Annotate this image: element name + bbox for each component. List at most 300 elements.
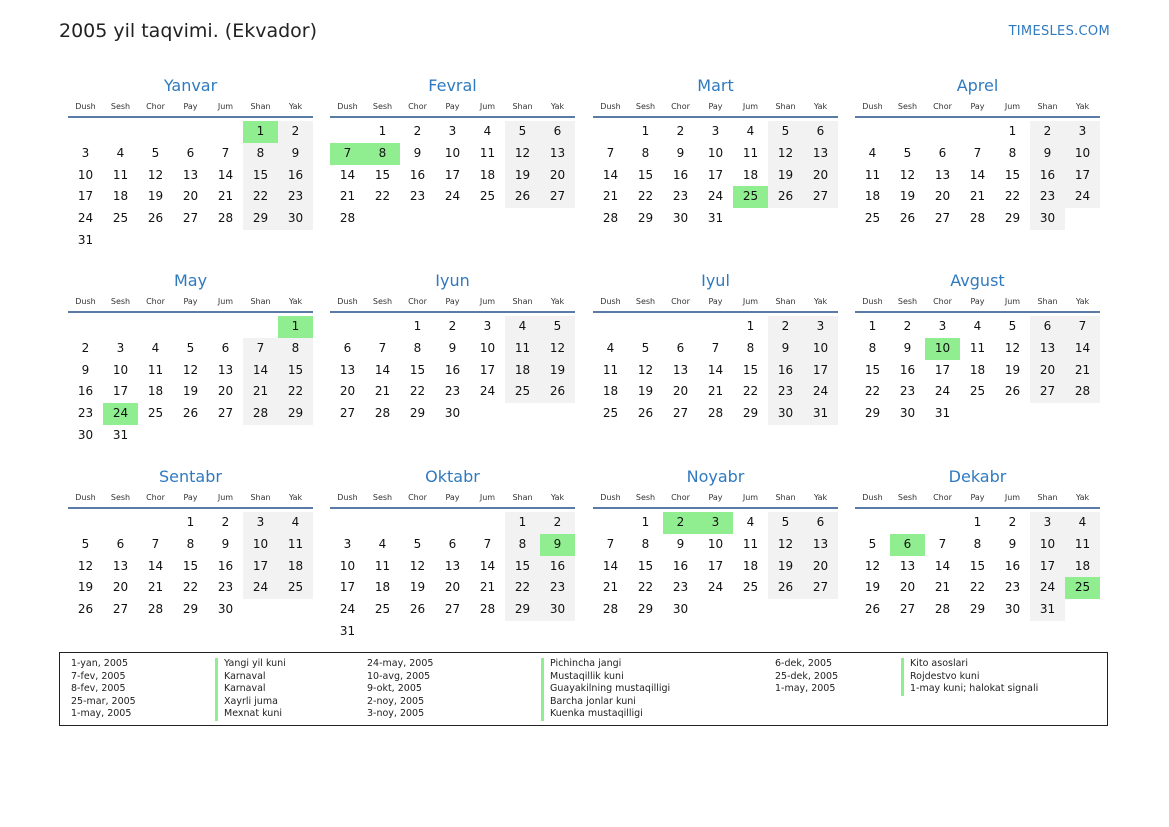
day-cell[interactable]: 24 <box>77 211 94 225</box>
day-cell[interactable]: 23 <box>1030 186 1065 208</box>
day-cell[interactable]: 7 <box>606 145 615 160</box>
day-cell[interactable]: 20 <box>672 384 689 399</box>
day-cell[interactable]: 8 <box>186 536 195 551</box>
day-cell[interactable]: 21 <box>602 189 619 204</box>
day-cell[interactable]: 26 <box>864 602 881 616</box>
day-cell[interactable]: 1 <box>641 124 650 138</box>
day-cell[interactable]: 18 <box>1065 556 1100 578</box>
day-cell[interactable]: 19 <box>1004 362 1021 377</box>
day-cell[interactable]: 23 <box>672 580 689 595</box>
holiday-day-cell[interactable]: 9 <box>540 534 575 556</box>
day-cell[interactable]: 5 <box>540 316 575 338</box>
day-cell[interactable]: 15 <box>182 558 199 573</box>
day-cell[interactable]: 14 <box>602 167 619 182</box>
day-cell[interactable]: 11 <box>112 167 129 182</box>
day-cell[interactable]: 22 <box>637 189 654 204</box>
day-cell[interactable]: 19 <box>768 556 803 578</box>
day-cell[interactable]: 22 <box>637 580 654 595</box>
day-cell[interactable]: 20 <box>540 165 575 187</box>
day-cell[interactable]: 22 <box>409 384 426 399</box>
day-cell[interactable]: 25 <box>278 577 313 599</box>
day-cell[interactable]: 10 <box>707 536 724 551</box>
day-cell[interactable]: 17 <box>1065 165 1100 187</box>
day-cell[interactable]: 5 <box>641 340 650 355</box>
day-cell[interactable]: 14 <box>217 167 234 182</box>
day-cell[interactable]: 8 <box>505 534 540 556</box>
day-cell[interactable]: 31 <box>339 623 356 638</box>
day-cell[interactable]: 30 <box>278 208 313 230</box>
day-cell[interactable]: 28 <box>707 406 724 420</box>
day-cell[interactable]: 17 <box>707 167 724 182</box>
day-cell[interactable]: 26 <box>768 186 803 208</box>
day-cell[interactable]: 13 <box>1030 338 1065 360</box>
day-cell[interactable]: 21 <box>602 580 619 595</box>
day-cell[interactable]: 21 <box>339 189 356 204</box>
day-cell[interactable]: 2 <box>448 319 457 333</box>
holiday-day-cell[interactable]: 25 <box>1065 577 1100 599</box>
day-cell[interactable]: 29 <box>969 602 986 616</box>
day-cell[interactable]: 10 <box>707 145 724 160</box>
day-cell[interactable]: 18 <box>742 558 759 573</box>
day-cell[interactable]: 30 <box>1030 208 1065 230</box>
day-cell[interactable]: 15 <box>637 167 654 182</box>
day-cell[interactable]: 22 <box>1004 189 1021 204</box>
day-cell[interactable]: 24 <box>339 602 356 616</box>
day-cell[interactable]: 31 <box>112 427 129 442</box>
day-cell[interactable]: 2 <box>903 319 912 333</box>
day-cell[interactable]: 15 <box>864 362 881 377</box>
day-cell[interactable]: 12 <box>637 362 654 377</box>
day-cell[interactable]: 21 <box>147 580 164 595</box>
day-cell[interactable]: 4 <box>606 340 615 355</box>
day-cell[interactable]: 19 <box>147 189 164 204</box>
day-cell[interactable]: 24 <box>707 580 724 595</box>
day-cell[interactable]: 14 <box>934 558 951 573</box>
day-cell[interactable]: 18 <box>479 167 496 182</box>
day-cell[interactable]: 3 <box>803 316 838 338</box>
day-cell[interactable]: 12 <box>1004 340 1021 355</box>
day-cell[interactable]: 11 <box>602 362 619 377</box>
day-cell[interactable]: 11 <box>147 362 164 377</box>
day-cell[interactable]: 2 <box>540 512 575 534</box>
day-cell[interactable]: 6 <box>803 512 838 534</box>
day-cell[interactable]: 9 <box>1008 536 1017 551</box>
day-cell[interactable]: 29 <box>243 208 278 230</box>
day-cell[interactable]: 9 <box>768 338 803 360</box>
day-cell[interactable]: 6 <box>448 536 457 551</box>
day-cell[interactable]: 12 <box>768 534 803 556</box>
day-cell[interactable]: 6 <box>803 121 838 143</box>
day-cell[interactable]: 1 <box>378 124 387 138</box>
day-cell[interactable]: 1 <box>186 515 195 529</box>
day-cell[interactable]: 28 <box>934 602 951 616</box>
day-cell[interactable]: 18 <box>969 362 986 377</box>
day-cell[interactable]: 19 <box>505 165 540 187</box>
day-cell[interactable]: 6 <box>1030 316 1065 338</box>
day-cell[interactable]: 3 <box>1065 121 1100 143</box>
day-cell[interactable]: 22 <box>374 189 391 204</box>
day-cell[interactable]: 23 <box>217 580 234 595</box>
day-cell[interactable]: 9 <box>903 340 912 355</box>
day-cell[interactable]: 23 <box>278 186 313 208</box>
day-cell[interactable]: 20 <box>803 165 838 187</box>
day-cell[interactable]: 6 <box>676 340 685 355</box>
day-cell[interactable]: 28 <box>217 211 234 225</box>
day-cell[interactable]: 30 <box>768 403 803 425</box>
day-cell[interactable]: 10 <box>112 362 129 377</box>
day-cell[interactable]: 6 <box>221 340 230 355</box>
day-cell[interactable]: 8 <box>973 536 982 551</box>
day-cell[interactable]: 15 <box>409 362 426 377</box>
day-cell[interactable]: 28 <box>479 602 496 616</box>
day-cell[interactable]: 16 <box>1030 165 1065 187</box>
site-link[interactable]: TIMESLES.COM <box>1008 24 1110 39</box>
day-cell[interactable]: 27 <box>112 602 129 616</box>
day-cell[interactable]: 27 <box>1030 381 1065 403</box>
day-cell[interactable]: 10 <box>1065 143 1100 165</box>
day-cell[interactable]: 20 <box>444 580 461 595</box>
day-cell[interactable]: 16 <box>444 362 461 377</box>
day-cell[interactable]: 12 <box>864 558 881 573</box>
day-cell[interactable]: 14 <box>243 360 278 382</box>
day-cell[interactable]: 3 <box>81 145 90 160</box>
day-cell[interactable]: 23 <box>409 189 426 204</box>
day-cell[interactable]: 4 <box>278 512 313 534</box>
day-cell[interactable]: 29 <box>864 406 881 420</box>
day-cell[interactable]: 23 <box>672 189 689 204</box>
holiday-day-cell[interactable]: 10 <box>925 338 960 360</box>
day-cell[interactable]: 12 <box>409 558 426 573</box>
day-cell[interactable]: 30 <box>1004 602 1021 616</box>
day-cell[interactable]: 2 <box>221 515 230 529</box>
day-cell[interactable]: 15 <box>969 558 986 573</box>
day-cell[interactable]: 9 <box>278 143 313 165</box>
day-cell[interactable]: 1 <box>973 515 982 529</box>
day-cell[interactable]: 3 <box>711 124 720 138</box>
day-cell[interactable]: 28 <box>1065 381 1100 403</box>
day-cell[interactable]: 12 <box>77 558 94 573</box>
day-cell[interactable]: 9 <box>413 145 422 160</box>
day-cell[interactable]: 30 <box>444 406 461 420</box>
day-cell[interactable]: 13 <box>112 558 129 573</box>
day-cell[interactable]: 22 <box>864 384 881 399</box>
day-cell[interactable]: 4 <box>973 319 982 333</box>
day-cell[interactable]: 5 <box>186 340 195 355</box>
day-cell[interactable]: 26 <box>768 577 803 599</box>
day-cell[interactable]: 19 <box>864 580 881 595</box>
day-cell[interactable]: 29 <box>278 403 313 425</box>
day-cell[interactable]: 3 <box>116 340 125 355</box>
day-cell[interactable]: 28 <box>243 403 278 425</box>
day-cell[interactable]: 23 <box>444 384 461 399</box>
day-cell[interactable]: 14 <box>1065 338 1100 360</box>
day-cell[interactable]: 29 <box>409 406 426 420</box>
day-cell[interactable]: 31 <box>1030 599 1065 621</box>
day-cell[interactable]: 18 <box>602 384 619 399</box>
day-cell[interactable]: 15 <box>637 558 654 573</box>
day-cell[interactable]: 25 <box>864 211 881 225</box>
day-cell[interactable]: 8 <box>746 340 755 355</box>
day-cell[interactable]: 5 <box>1008 319 1017 333</box>
day-cell[interactable]: 23 <box>540 577 575 599</box>
day-cell[interactable]: 27 <box>444 602 461 616</box>
day-cell[interactable]: 3 <box>243 512 278 534</box>
day-cell[interactable]: 10 <box>77 167 94 182</box>
day-cell[interactable]: 25 <box>112 211 129 225</box>
day-cell[interactable]: 5 <box>81 536 90 551</box>
day-cell[interactable]: 10 <box>339 558 356 573</box>
day-cell[interactable]: 26 <box>505 186 540 208</box>
day-cell[interactable]: 2 <box>1008 515 1017 529</box>
day-cell[interactable]: 20 <box>182 189 199 204</box>
day-cell[interactable]: 5 <box>505 121 540 143</box>
day-cell[interactable]: 25 <box>602 406 619 420</box>
day-cell[interactable]: 31 <box>934 406 951 420</box>
day-cell[interactable]: 19 <box>768 165 803 187</box>
day-cell[interactable]: 27 <box>672 406 689 420</box>
day-cell[interactable]: 16 <box>77 384 94 399</box>
day-cell[interactable]: 27 <box>339 406 356 420</box>
day-cell[interactable]: 2 <box>278 121 313 143</box>
day-cell[interactable]: 15 <box>243 165 278 187</box>
day-cell[interactable]: 12 <box>540 338 575 360</box>
holiday-day-cell[interactable]: 1 <box>243 121 278 143</box>
day-cell[interactable]: 4 <box>746 515 755 529</box>
day-cell[interactable]: 16 <box>540 556 575 578</box>
day-cell[interactable]: 2 <box>413 124 422 138</box>
day-cell[interactable]: 14 <box>969 167 986 182</box>
day-cell[interactable]: 21 <box>1065 360 1100 382</box>
day-cell[interactable]: 26 <box>899 211 916 225</box>
holiday-day-cell[interactable]: 24 <box>103 403 138 425</box>
day-cell[interactable]: 30 <box>672 211 689 225</box>
day-cell[interactable]: 20 <box>934 189 951 204</box>
day-cell[interactable]: 7 <box>151 536 160 551</box>
day-cell[interactable]: 16 <box>1004 558 1021 573</box>
day-cell[interactable]: 25 <box>505 381 540 403</box>
day-cell[interactable]: 22 <box>969 580 986 595</box>
day-cell[interactable]: 17 <box>707 558 724 573</box>
day-cell[interactable]: 25 <box>374 602 391 616</box>
day-cell[interactable]: 13 <box>934 167 951 182</box>
day-cell[interactable]: 3 <box>343 536 352 551</box>
day-cell[interactable]: 17 <box>339 580 356 595</box>
day-cell[interactable]: 21 <box>934 580 951 595</box>
day-cell[interactable]: 10 <box>479 340 496 355</box>
day-cell[interactable]: 24 <box>934 384 951 399</box>
day-cell[interactable]: 29 <box>637 211 654 225</box>
day-cell[interactable]: 15 <box>1004 167 1021 182</box>
day-cell[interactable]: 12 <box>182 362 199 377</box>
day-cell[interactable]: 17 <box>444 167 461 182</box>
day-cell[interactable]: 8 <box>868 340 877 355</box>
day-cell[interactable]: 13 <box>672 362 689 377</box>
day-cell[interactable]: 11 <box>742 145 759 160</box>
day-cell[interactable]: 8 <box>641 145 650 160</box>
day-cell[interactable]: 12 <box>899 167 916 182</box>
day-cell[interactable]: 1 <box>641 515 650 529</box>
day-cell[interactable]: 27 <box>899 602 916 616</box>
day-cell[interactable]: 23 <box>1004 580 1021 595</box>
day-cell[interactable]: 28 <box>147 602 164 616</box>
day-cell[interactable]: 5 <box>151 145 160 160</box>
day-cell[interactable]: 2 <box>81 340 90 355</box>
day-cell[interactable]: 4 <box>505 316 540 338</box>
day-cell[interactable]: 26 <box>540 381 575 403</box>
holiday-day-cell[interactable]: 1 <box>278 316 313 338</box>
day-cell[interactable]: 24 <box>707 189 724 204</box>
day-cell[interactable]: 4 <box>151 340 160 355</box>
day-cell[interactable]: 13 <box>803 534 838 556</box>
day-cell[interactable]: 18 <box>374 580 391 595</box>
day-cell[interactable]: 27 <box>182 211 199 225</box>
day-cell[interactable]: 13 <box>217 362 234 377</box>
day-cell[interactable]: 14 <box>339 167 356 182</box>
day-cell[interactable]: 27 <box>803 577 838 599</box>
day-cell[interactable]: 13 <box>339 362 356 377</box>
day-cell[interactable]: 22 <box>742 384 759 399</box>
day-cell[interactable]: 7 <box>243 338 278 360</box>
day-cell[interactable]: 17 <box>934 362 951 377</box>
day-cell[interactable]: 17 <box>112 384 129 399</box>
day-cell[interactable]: 21 <box>243 381 278 403</box>
day-cell[interactable]: 7 <box>1065 316 1100 338</box>
day-cell[interactable]: 22 <box>278 381 313 403</box>
day-cell[interactable]: 8 <box>278 338 313 360</box>
day-cell[interactable]: 27 <box>934 211 951 225</box>
day-cell[interactable]: 31 <box>803 403 838 425</box>
day-cell[interactable]: 11 <box>374 558 391 573</box>
holiday-day-cell[interactable]: 6 <box>890 534 925 556</box>
day-cell[interactable]: 11 <box>742 536 759 551</box>
day-cell[interactable]: 15 <box>742 362 759 377</box>
day-cell[interactable]: 30 <box>672 602 689 616</box>
day-cell[interactable]: 7 <box>378 340 387 355</box>
day-cell[interactable]: 27 <box>540 186 575 208</box>
day-cell[interactable]: 11 <box>1065 534 1100 556</box>
day-cell[interactable]: 18 <box>147 384 164 399</box>
day-cell[interactable]: 26 <box>409 602 426 616</box>
day-cell[interactable]: 10 <box>1030 534 1065 556</box>
day-cell[interactable]: 16 <box>768 360 803 382</box>
holiday-day-cell[interactable]: 7 <box>330 143 365 165</box>
day-cell[interactable]: 8 <box>243 143 278 165</box>
day-cell[interactable]: 5 <box>903 145 912 160</box>
day-cell[interactable]: 25 <box>742 580 759 595</box>
day-cell[interactable]: 20 <box>899 580 916 595</box>
day-cell[interactable]: 17 <box>77 189 94 204</box>
day-cell[interactable]: 6 <box>186 145 195 160</box>
day-cell[interactable]: 10 <box>444 145 461 160</box>
day-cell[interactable]: 24 <box>444 189 461 204</box>
day-cell[interactable]: 7 <box>973 145 982 160</box>
day-cell[interactable]: 6 <box>116 536 125 551</box>
day-cell[interactable]: 13 <box>182 167 199 182</box>
day-cell[interactable]: 16 <box>217 558 234 573</box>
day-cell[interactable]: 15 <box>374 167 391 182</box>
day-cell[interactable]: 28 <box>374 406 391 420</box>
day-cell[interactable]: 24 <box>1030 577 1065 599</box>
day-cell[interactable]: 18 <box>742 167 759 182</box>
day-cell[interactable]: 9 <box>676 536 685 551</box>
day-cell[interactable]: 10 <box>243 534 278 556</box>
day-cell[interactable]: 5 <box>413 536 422 551</box>
day-cell[interactable]: 13 <box>803 143 838 165</box>
day-cell[interactable]: 25 <box>479 189 496 204</box>
day-cell[interactable]: 13 <box>444 558 461 573</box>
day-cell[interactable]: 9 <box>81 362 90 377</box>
day-cell[interactable]: 30 <box>540 599 575 621</box>
day-cell[interactable]: 2 <box>768 316 803 338</box>
day-cell[interactable]: 18 <box>278 556 313 578</box>
day-cell[interactable]: 4 <box>868 145 877 160</box>
day-cell[interactable]: 28 <box>602 211 619 225</box>
day-cell[interactable]: 19 <box>77 580 94 595</box>
day-cell[interactable]: 11 <box>864 167 881 182</box>
day-cell[interactable]: 10 <box>803 338 838 360</box>
day-cell[interactable]: 9 <box>1030 143 1065 165</box>
day-cell[interactable]: 27 <box>803 186 838 208</box>
day-cell[interactable]: 21 <box>374 384 391 399</box>
day-cell[interactable]: 27 <box>217 406 234 420</box>
day-cell[interactable]: 3 <box>448 124 457 138</box>
day-cell[interactable]: 20 <box>803 556 838 578</box>
day-cell[interactable]: 22 <box>182 580 199 595</box>
day-cell[interactable]: 5 <box>868 536 877 551</box>
day-cell[interactable]: 4 <box>116 145 125 160</box>
day-cell[interactable]: 20 <box>1030 360 1065 382</box>
day-cell[interactable]: 18 <box>112 189 129 204</box>
day-cell[interactable]: 9 <box>221 536 230 551</box>
day-cell[interactable]: 28 <box>602 602 619 616</box>
day-cell[interactable]: 11 <box>505 338 540 360</box>
day-cell[interactable]: 3 <box>938 319 947 333</box>
day-cell[interactable]: 17 <box>1030 556 1065 578</box>
holiday-day-cell[interactable]: 8 <box>365 143 400 165</box>
day-cell[interactable]: 26 <box>182 406 199 420</box>
day-cell[interactable]: 23 <box>768 381 803 403</box>
day-cell[interactable]: 11 <box>278 534 313 556</box>
day-cell[interactable]: 29 <box>182 602 199 616</box>
day-cell[interactable]: 1 <box>868 319 877 333</box>
day-cell[interactable]: 21 <box>969 189 986 204</box>
day-cell[interactable]: 29 <box>505 599 540 621</box>
day-cell[interactable]: 29 <box>1004 211 1021 225</box>
day-cell[interactable]: 17 <box>479 362 496 377</box>
day-cell[interactable]: 7 <box>483 536 492 551</box>
day-cell[interactable]: 3 <box>483 319 492 333</box>
day-cell[interactable]: 19 <box>899 189 916 204</box>
day-cell[interactable]: 21 <box>479 580 496 595</box>
day-cell[interactable]: 2 <box>676 124 685 138</box>
day-cell[interactable]: 5 <box>768 121 803 143</box>
day-cell[interactable]: 29 <box>742 406 759 420</box>
day-cell[interactable]: 16 <box>672 167 689 182</box>
day-cell[interactable]: 20 <box>217 384 234 399</box>
day-cell[interactable]: 4 <box>1065 512 1100 534</box>
day-cell[interactable]: 17 <box>803 360 838 382</box>
day-cell[interactable]: 6 <box>343 340 352 355</box>
day-cell[interactable]: 2 <box>1030 121 1065 143</box>
day-cell[interactable]: 12 <box>505 143 540 165</box>
day-cell[interactable]: 22 <box>243 186 278 208</box>
day-cell[interactable]: 19 <box>182 384 199 399</box>
day-cell[interactable]: 29 <box>637 602 654 616</box>
day-cell[interactable]: 20 <box>339 384 356 399</box>
day-cell[interactable]: 8 <box>413 340 422 355</box>
day-cell[interactable]: 24 <box>1065 186 1100 208</box>
day-cell[interactable]: 30 <box>77 427 94 442</box>
